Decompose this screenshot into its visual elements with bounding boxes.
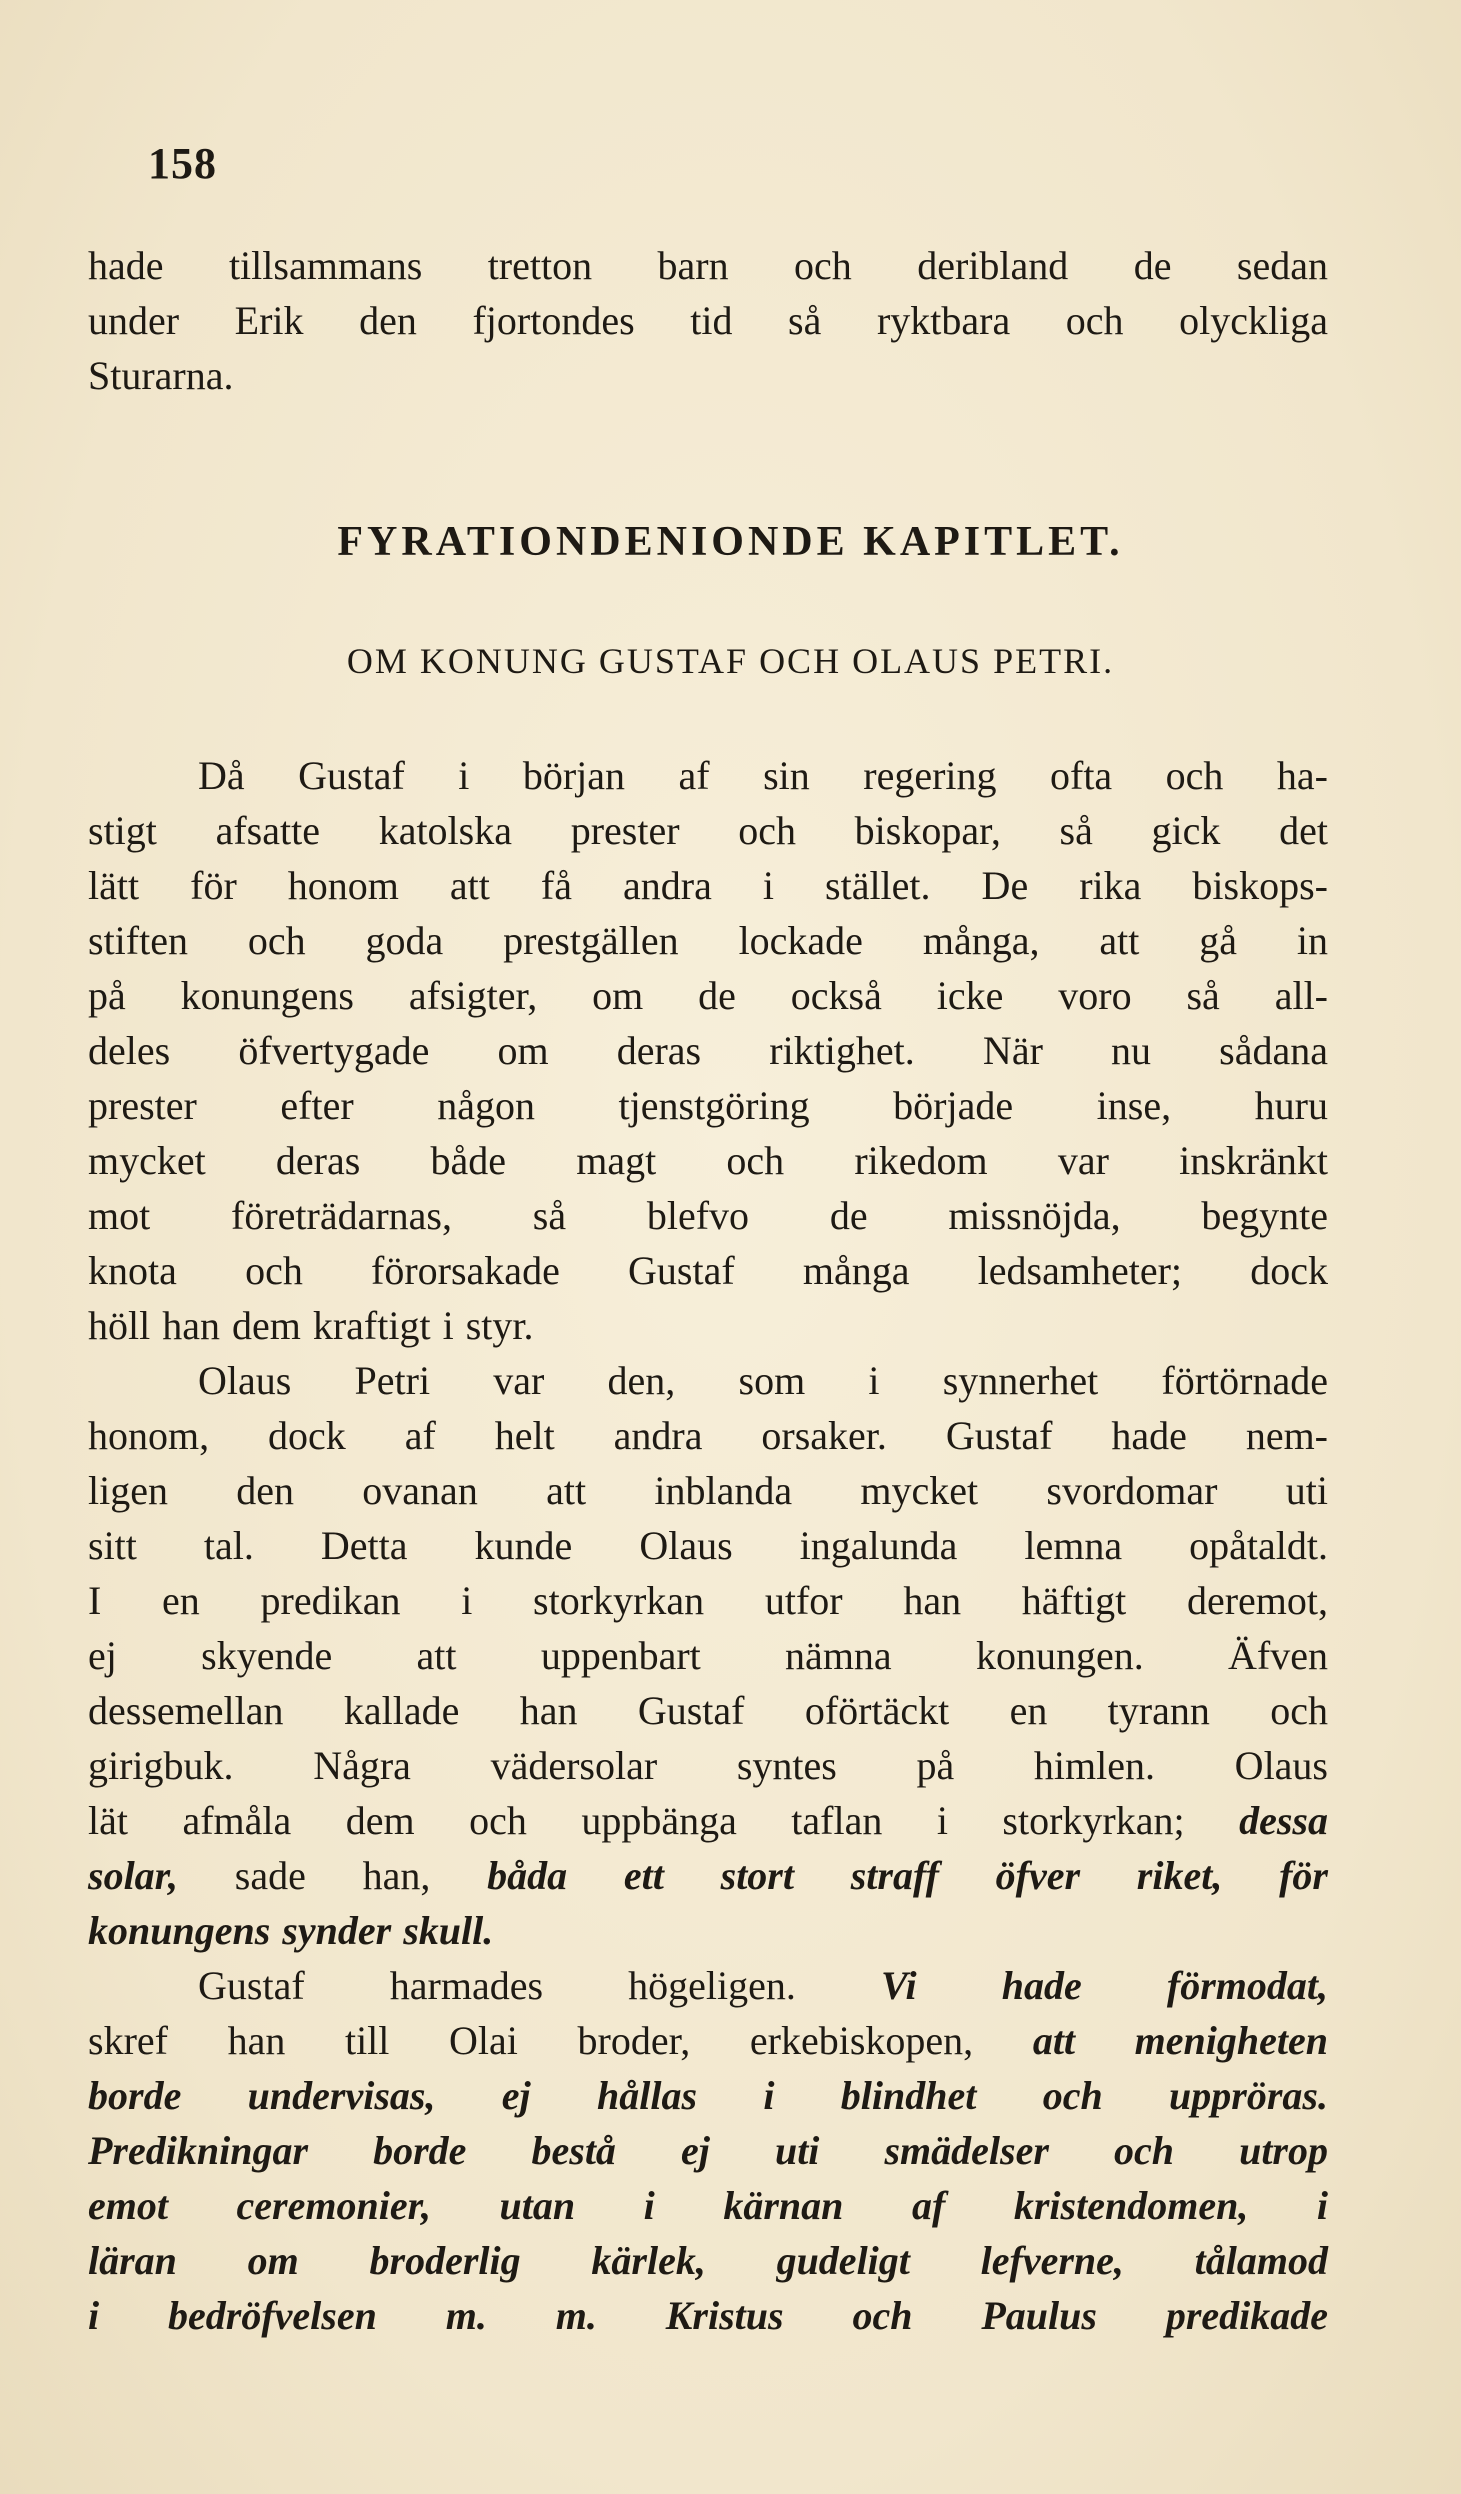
- text-run: Gustaf harmades högeligen.: [198, 1963, 882, 2008]
- text-line: prester efter någon tjenstgöring började inse, huru: [88, 1083, 1328, 1128]
- text-line: [88, 1793, 1328, 1848]
- text-line: under Erik den fjortondes tid så ryktbara och olyckliga: [88, 298, 1328, 343]
- text-line: I en predikan i storkyrkan utfor han häftigt deremot,: [88, 1578, 1328, 1623]
- paragraph-2: [88, 1353, 1328, 1958]
- text-line: [88, 1958, 1328, 2013]
- section-title: OM KONUNG GUSTAF OCH OLAUS PETRI.: [346, 641, 1115, 681]
- text-run: skref han till Olai broder, erkebiskopen,: [88, 2018, 1033, 2063]
- text-line: ej skyende att uppenbart nämna konungen. Äfven: [88, 1633, 1328, 1678]
- text-line: stigt afsatte katolska prester och biskopar, så gick det: [88, 808, 1328, 853]
- italic-run: Vi hade förmodat,: [881, 1963, 1328, 2008]
- page-number: 158: [148, 139, 217, 188]
- text-line: Predikningar borde bestå ej uti smädelser och utrop: [88, 2128, 1328, 2173]
- chapter-title: FYRATIONDENIONDE KAPITLET.: [337, 519, 1124, 565]
- text-line: Då Gustaf i början af sin regering ofta och ha-: [198, 753, 1328, 798]
- text-line: girigbuk. Några vädersolar syntes på himlen. Olaus: [88, 1743, 1328, 1788]
- text-line: borde undervisas, ej hållas i blindhet och uppröras.: [88, 2073, 1328, 2118]
- text-line: i bedröfvelsen m. m. Kristus och Paulus predikade: [88, 2293, 1328, 2338]
- text-line: knota och förorsakade Gustaf många ledsamheter; dock: [88, 1248, 1328, 1293]
- text-line: höll han dem kraftigt i styr.: [88, 1303, 534, 1348]
- text-line: honom, dock af helt andra orsaker. Gustaf hade nem-: [88, 1413, 1328, 1458]
- text-line: konungens synder skull.: [88, 1908, 494, 1953]
- text-run: lät afmåla dem och uppbänga taflan i storkyrkan;: [88, 1798, 1240, 1843]
- intro-paragraph: [88, 238, 1328, 403]
- text-line: ligen den ovanan att inblanda mycket svordomar uti: [88, 1468, 1328, 1513]
- text-line: [88, 1848, 1328, 1903]
- text-line: sitt tal. Detta kunde Olaus ingalunda lemna opåtaldt.: [88, 1523, 1328, 1568]
- italic-run: att menigheten: [1032, 2018, 1328, 2063]
- text-line: lätt för honom att få andra i stället. De rika biskops-: [88, 863, 1328, 908]
- text-line: deles öfvertygade om deras riktighet. När nu sådana: [88, 1028, 1328, 1073]
- italic-run: båda ett stort straff öfver riket, för: [487, 1853, 1328, 1898]
- text-line: läran om broderlig kärlek, gudeligt lefverne, tålamod: [88, 2238, 1328, 2283]
- text-line: på konungens afsigter, om de också icke voro så all-: [88, 973, 1328, 1018]
- text-line: [88, 2013, 1328, 2068]
- paragraph-3: [88, 1958, 1328, 2343]
- italic-run: solar,: [88, 1853, 179, 1898]
- text-line: emot ceremonier, utan i kärnan af kristendomen, i: [88, 2183, 1328, 2228]
- text-run: sade han,: [178, 1853, 488, 1898]
- text-line: Olaus Petri var den, som i synnerhet förtörnade: [198, 1358, 1328, 1403]
- text-line: hade tillsammans tretton barn och deribland de sedan: [88, 243, 1328, 288]
- text-line: Sturarna.: [88, 353, 234, 398]
- paragraph-1: [88, 748, 1328, 1353]
- text-line: mot företrädarnas, så blefvo de missnöjda, begynte: [88, 1193, 1328, 1238]
- text-line: stiften och goda prestgällen lockade många, att gå in: [88, 918, 1328, 963]
- text-line: dessemellan kallade han Gustaf oförtäckt en tyrann och: [88, 1688, 1328, 1733]
- italic-run: dessa: [1239, 1798, 1328, 1843]
- text-line: mycket deras både magt och rikedom var inskränkt: [88, 1138, 1328, 1183]
